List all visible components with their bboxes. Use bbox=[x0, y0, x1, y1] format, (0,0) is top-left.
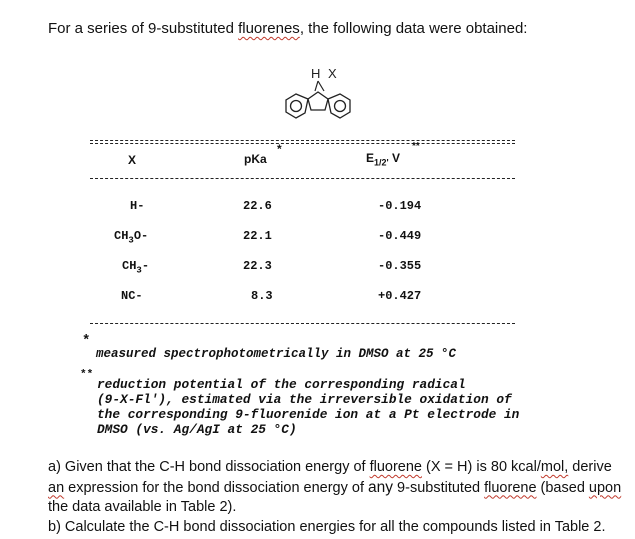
table-top-rule-2 bbox=[90, 143, 515, 144]
cell-pka: 22.3 bbox=[243, 259, 272, 273]
question-b: b) Calculate the C-H bond dissociation energies for all the compounds listed in Table 2. bbox=[48, 518, 606, 535]
intro-sentence bbox=[48, 20, 527, 37]
header-pka-mark: * bbox=[277, 142, 282, 156]
spellcheck-word-fluorene: fluorene bbox=[369, 459, 422, 475]
question-a: a) Given that the C-H bond dissociation energy of fluorene (X = H) is 80 kcal/mol, derive an expression for the bond dissociation energy of any 9-substituted fluorene (based upon the data available in Table 2). bbox=[48, 459, 622, 515]
cell-pka: 8.3 bbox=[251, 289, 273, 303]
cell-x: $CH_3O-$ bbox=[114, 229, 149, 246]
header-x: X bbox=[128, 153, 137, 167]
table-bottom-rule bbox=[90, 323, 515, 324]
cell-e-half: -0.355 bbox=[378, 259, 422, 273]
footnote-double-mark: ** bbox=[80, 369, 94, 381]
header-pka: pKa bbox=[244, 152, 267, 166]
word-any: any bbox=[368, 478, 394, 496]
spellcheck-word-fluorenes: fluorenes bbox=[238, 20, 300, 37]
structure-x-label: X bbox=[328, 66, 337, 81]
footnote-star-mark: * bbox=[82, 333, 91, 349]
spellcheck-word-fluorene-2: fluorene bbox=[484, 479, 537, 496]
intro-text-start: For a series of 9-substituted bbox=[48, 20, 239, 37]
spellcheck-word-mol: mol, bbox=[540, 459, 569, 475]
header-e-mark: ** bbox=[412, 141, 420, 152]
structure-h-label: H bbox=[311, 66, 321, 81]
grammar-word-upon: upon bbox=[588, 479, 622, 496]
cell-pka: 22.6 bbox=[243, 199, 272, 213]
table-header-rule bbox=[90, 178, 515, 179]
fluorene-structure-diagram bbox=[278, 64, 358, 126]
questions-block bbox=[48, 458, 628, 537]
cell-x: H- bbox=[130, 199, 145, 213]
footnote-star-text: measured spectrophotometrically in DMSO at 25 °C bbox=[96, 347, 457, 361]
table-top-rule-1 bbox=[90, 140, 515, 141]
footnote-double-text: reduction potential of the corresponding radical (9-X-Fl'), estimated via the irreversible oxidation of the corresponding 9-fluorenide ion at a Pt electrode in DMSO (vs. Ag/AgI at 25 °C) bbox=[97, 377, 520, 437]
cell-e-half: -0.449 bbox=[378, 229, 422, 243]
header-e-half: $E_{1/2'}$ V bbox=[366, 151, 401, 168]
cell-x: $CH_3-$ bbox=[122, 259, 150, 276]
cell-x: NC- bbox=[121, 289, 143, 303]
cell-pka: 22.1 bbox=[243, 229, 272, 243]
cell-e-half: -0.194 bbox=[378, 199, 422, 213]
intro-text-end: , the following data were obtained: bbox=[299, 20, 528, 37]
grammar-word-an: an bbox=[48, 479, 65, 496]
cell-e-half: +0.427 bbox=[378, 289, 422, 303]
